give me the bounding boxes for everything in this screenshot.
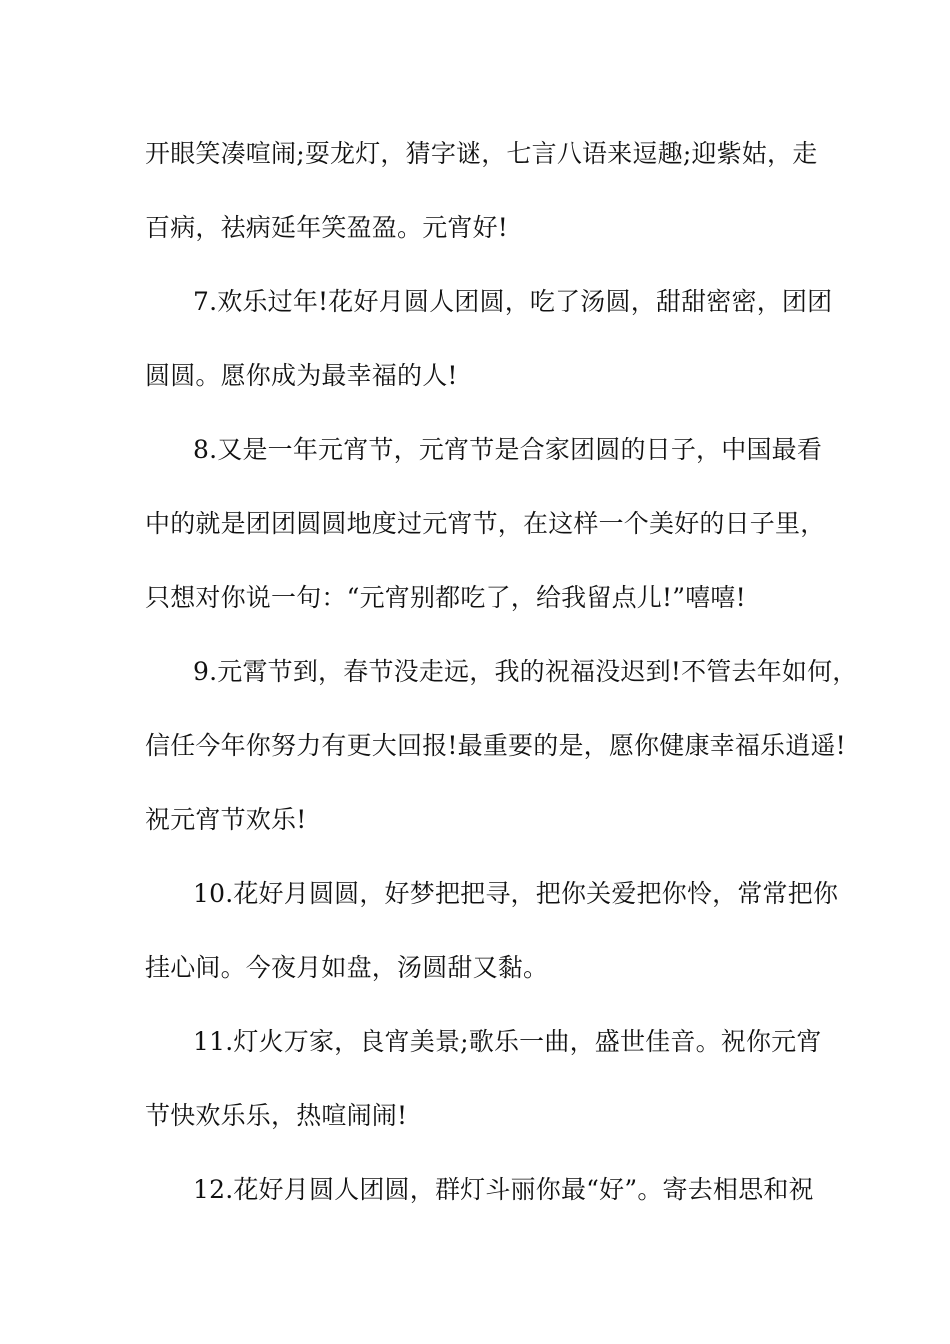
text-line: 只想对你说一句：“元宵别都吃了，给我留点儿!”嘻嘻!: [145, 583, 746, 612]
text-line: 开眼笑凑喧闹;耍龙灯，猜字谜，七言八语来逗趣;迎紫姑，走: [145, 139, 818, 168]
text-line: 挂心间。今夜月如盘，汤圆甜又黏。: [145, 953, 549, 982]
text-line: 祝元宵节欢乐!: [145, 805, 307, 834]
text-line: 圆圆。愿你成为最幸福的人!: [145, 361, 458, 390]
text-line: 9.元霄节到，春节没走远，我的祝福没迟到!不管去年如何，: [193, 657, 858, 686]
text-line: 8.又是一年元宵节，元宵节是合家团圆的日子，中国最看: [193, 435, 823, 464]
text-line: 10.花好月圆圆，好梦把把寻，把你关爱把你怜，常常把你: [193, 879, 839, 908]
text-line: 12.花好月圆人团圆，群灯斗丽你最“好”。寄去相思和祝: [193, 1175, 814, 1204]
text-line: 百病，祛病延年笑盈盈。元宵好!: [145, 213, 509, 242]
text-line: 11.灯火万家，良宵美景;歌乐一曲，盛世佳音。祝你元宵: [193, 1027, 822, 1056]
text-line: 中的就是团团圆圆地度过元宵节，在这样一个美好的日子里，: [145, 509, 826, 538]
text-line: 信任今年你努力有更大回报!最重要的是，愿你健康幸福乐逍遥!: [145, 731, 846, 760]
text-line: 节快欢乐乐，热喧闹闹!: [145, 1101, 408, 1130]
text-line: 7.欢乐过年!花好月圆人团圆，吃了汤圆，甜甜密密，团团: [193, 287, 833, 316]
